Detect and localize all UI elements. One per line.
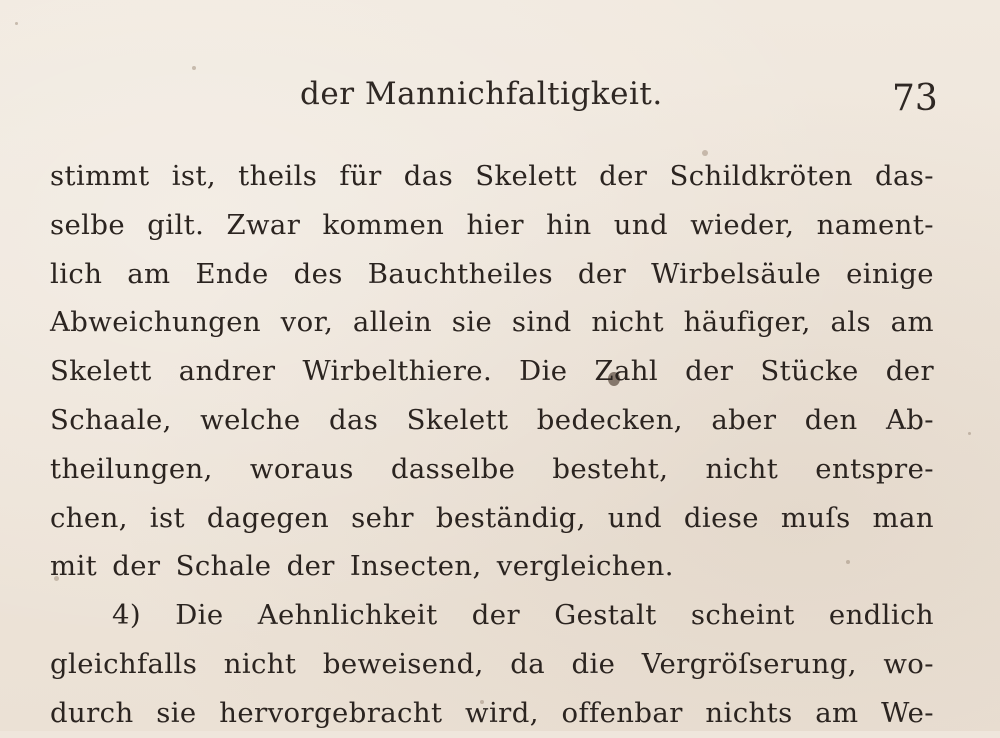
word: am — [127, 257, 171, 290]
page-number: 73 — [892, 78, 938, 119]
word: aber — [711, 403, 777, 436]
word: gilt. — [147, 208, 205, 241]
word: der — [112, 550, 161, 583]
word: dasselbe — [390, 452, 516, 485]
word: und — [607, 501, 662, 534]
word: muſs — [780, 501, 851, 534]
word: wo- — [883, 647, 934, 680]
word: da — [510, 647, 545, 680]
word: sehr — [351, 501, 414, 534]
text-line — [50, 591, 934, 640]
word: gleichfalls — [50, 647, 198, 680]
word: ist, — [171, 160, 217, 192]
word: sie — [451, 306, 493, 339]
word: Die — [175, 599, 224, 632]
word: welche — [200, 403, 301, 436]
word: Stücke — [760, 355, 859, 388]
word: der — [599, 160, 648, 192]
text-line — [50, 689, 934, 738]
word: beständig, — [435, 501, 586, 534]
word: Skelett — [406, 403, 509, 436]
word: hier — [466, 208, 524, 241]
word: entspre- — [815, 452, 934, 485]
word: vor, — [280, 306, 334, 339]
word: hin — [546, 208, 592, 241]
text-line — [50, 250, 934, 299]
word: nichts — [705, 696, 793, 729]
word: dagegen — [206, 501, 330, 534]
word: allein — [352, 306, 433, 339]
word: einige — [846, 257, 934, 290]
word: die — [571, 647, 616, 680]
word: lich — [50, 257, 103, 290]
text-line — [50, 494, 934, 543]
word: Skelett — [50, 355, 152, 388]
body-text — [50, 152, 934, 738]
page-header — [0, 72, 1000, 122]
word: beweisend, — [322, 647, 484, 680]
text-line — [50, 347, 934, 396]
word: nicht — [591, 306, 664, 339]
word: scheint — [690, 599, 795, 632]
word: diese — [683, 501, 759, 534]
word: des — [293, 257, 343, 290]
running-head: der Mannichfaltigkeit. — [300, 76, 663, 112]
word: kommen — [322, 208, 445, 241]
word: und — [613, 208, 669, 241]
text-line — [50, 396, 934, 445]
word: der — [577, 257, 627, 290]
word: Schildkröten — [669, 160, 853, 192]
word: das — [328, 403, 379, 436]
word: We- — [881, 696, 934, 729]
text-line — [50, 640, 934, 689]
word: durch — [50, 696, 134, 729]
word: Zahl — [594, 355, 659, 388]
word: der — [885, 355, 934, 388]
word: Insecten, — [349, 550, 482, 583]
word: nicht — [705, 452, 779, 485]
word: wieder, — [690, 208, 795, 241]
word: der — [685, 355, 734, 388]
word: 4) — [112, 599, 142, 632]
word: woraus — [249, 452, 354, 485]
word: der — [286, 550, 335, 583]
word: wird, — [465, 696, 539, 729]
word: Gestalt — [554, 599, 657, 632]
word: Wirbelthiere. — [302, 355, 493, 388]
word: das- — [874, 160, 934, 192]
word: hervorgebracht — [219, 696, 443, 729]
word: ist — [149, 501, 185, 534]
word: andrer — [178, 355, 276, 388]
word: häufiger, — [683, 306, 811, 339]
word: sie — [156, 696, 197, 729]
word: am — [890, 306, 934, 339]
word: am — [815, 696, 859, 729]
word: Die — [519, 355, 568, 388]
text-line — [50, 152, 934, 201]
word: den — [804, 403, 858, 436]
word: bedecken, — [536, 403, 683, 436]
word: Wirbelsäule — [651, 257, 822, 290]
word: chen, — [50, 501, 128, 534]
word: endlich — [828, 599, 934, 632]
word: stimmt — [50, 160, 150, 192]
word: Zwar — [226, 208, 301, 241]
word: man — [872, 501, 934, 534]
word: Abweichungen — [50, 306, 261, 339]
word: Schale — [175, 550, 272, 583]
word: Aehnlichkeit — [257, 599, 438, 632]
paper-fleck — [968, 432, 971, 435]
word: für — [339, 160, 382, 192]
word: der — [471, 599, 521, 632]
paper-fleck — [192, 66, 196, 70]
word: vergleichen. — [496, 550, 674, 583]
text-line — [50, 298, 934, 347]
word: als — [830, 306, 871, 339]
word: besteht, — [552, 452, 669, 485]
word: Schaale, — [50, 403, 172, 436]
paper-fleck — [15, 22, 18, 25]
word: Vergröſserung, — [641, 647, 857, 680]
word: das — [403, 160, 454, 192]
word: sind — [511, 306, 572, 339]
word: nament- — [816, 208, 934, 241]
word: selbe — [50, 208, 126, 241]
word: mit — [50, 550, 98, 583]
word: Ab- — [885, 403, 934, 436]
word: offenbar — [561, 696, 683, 729]
text-line — [50, 542, 934, 591]
word: Skelett — [475, 160, 577, 192]
word: Bauchtheiles — [367, 257, 553, 290]
word: Ende — [195, 257, 269, 290]
word: theils — [238, 160, 318, 192]
word: theilungen, — [50, 452, 213, 485]
word: nicht — [223, 647, 297, 680]
text-line — [50, 201, 934, 250]
text-line — [50, 445, 934, 494]
